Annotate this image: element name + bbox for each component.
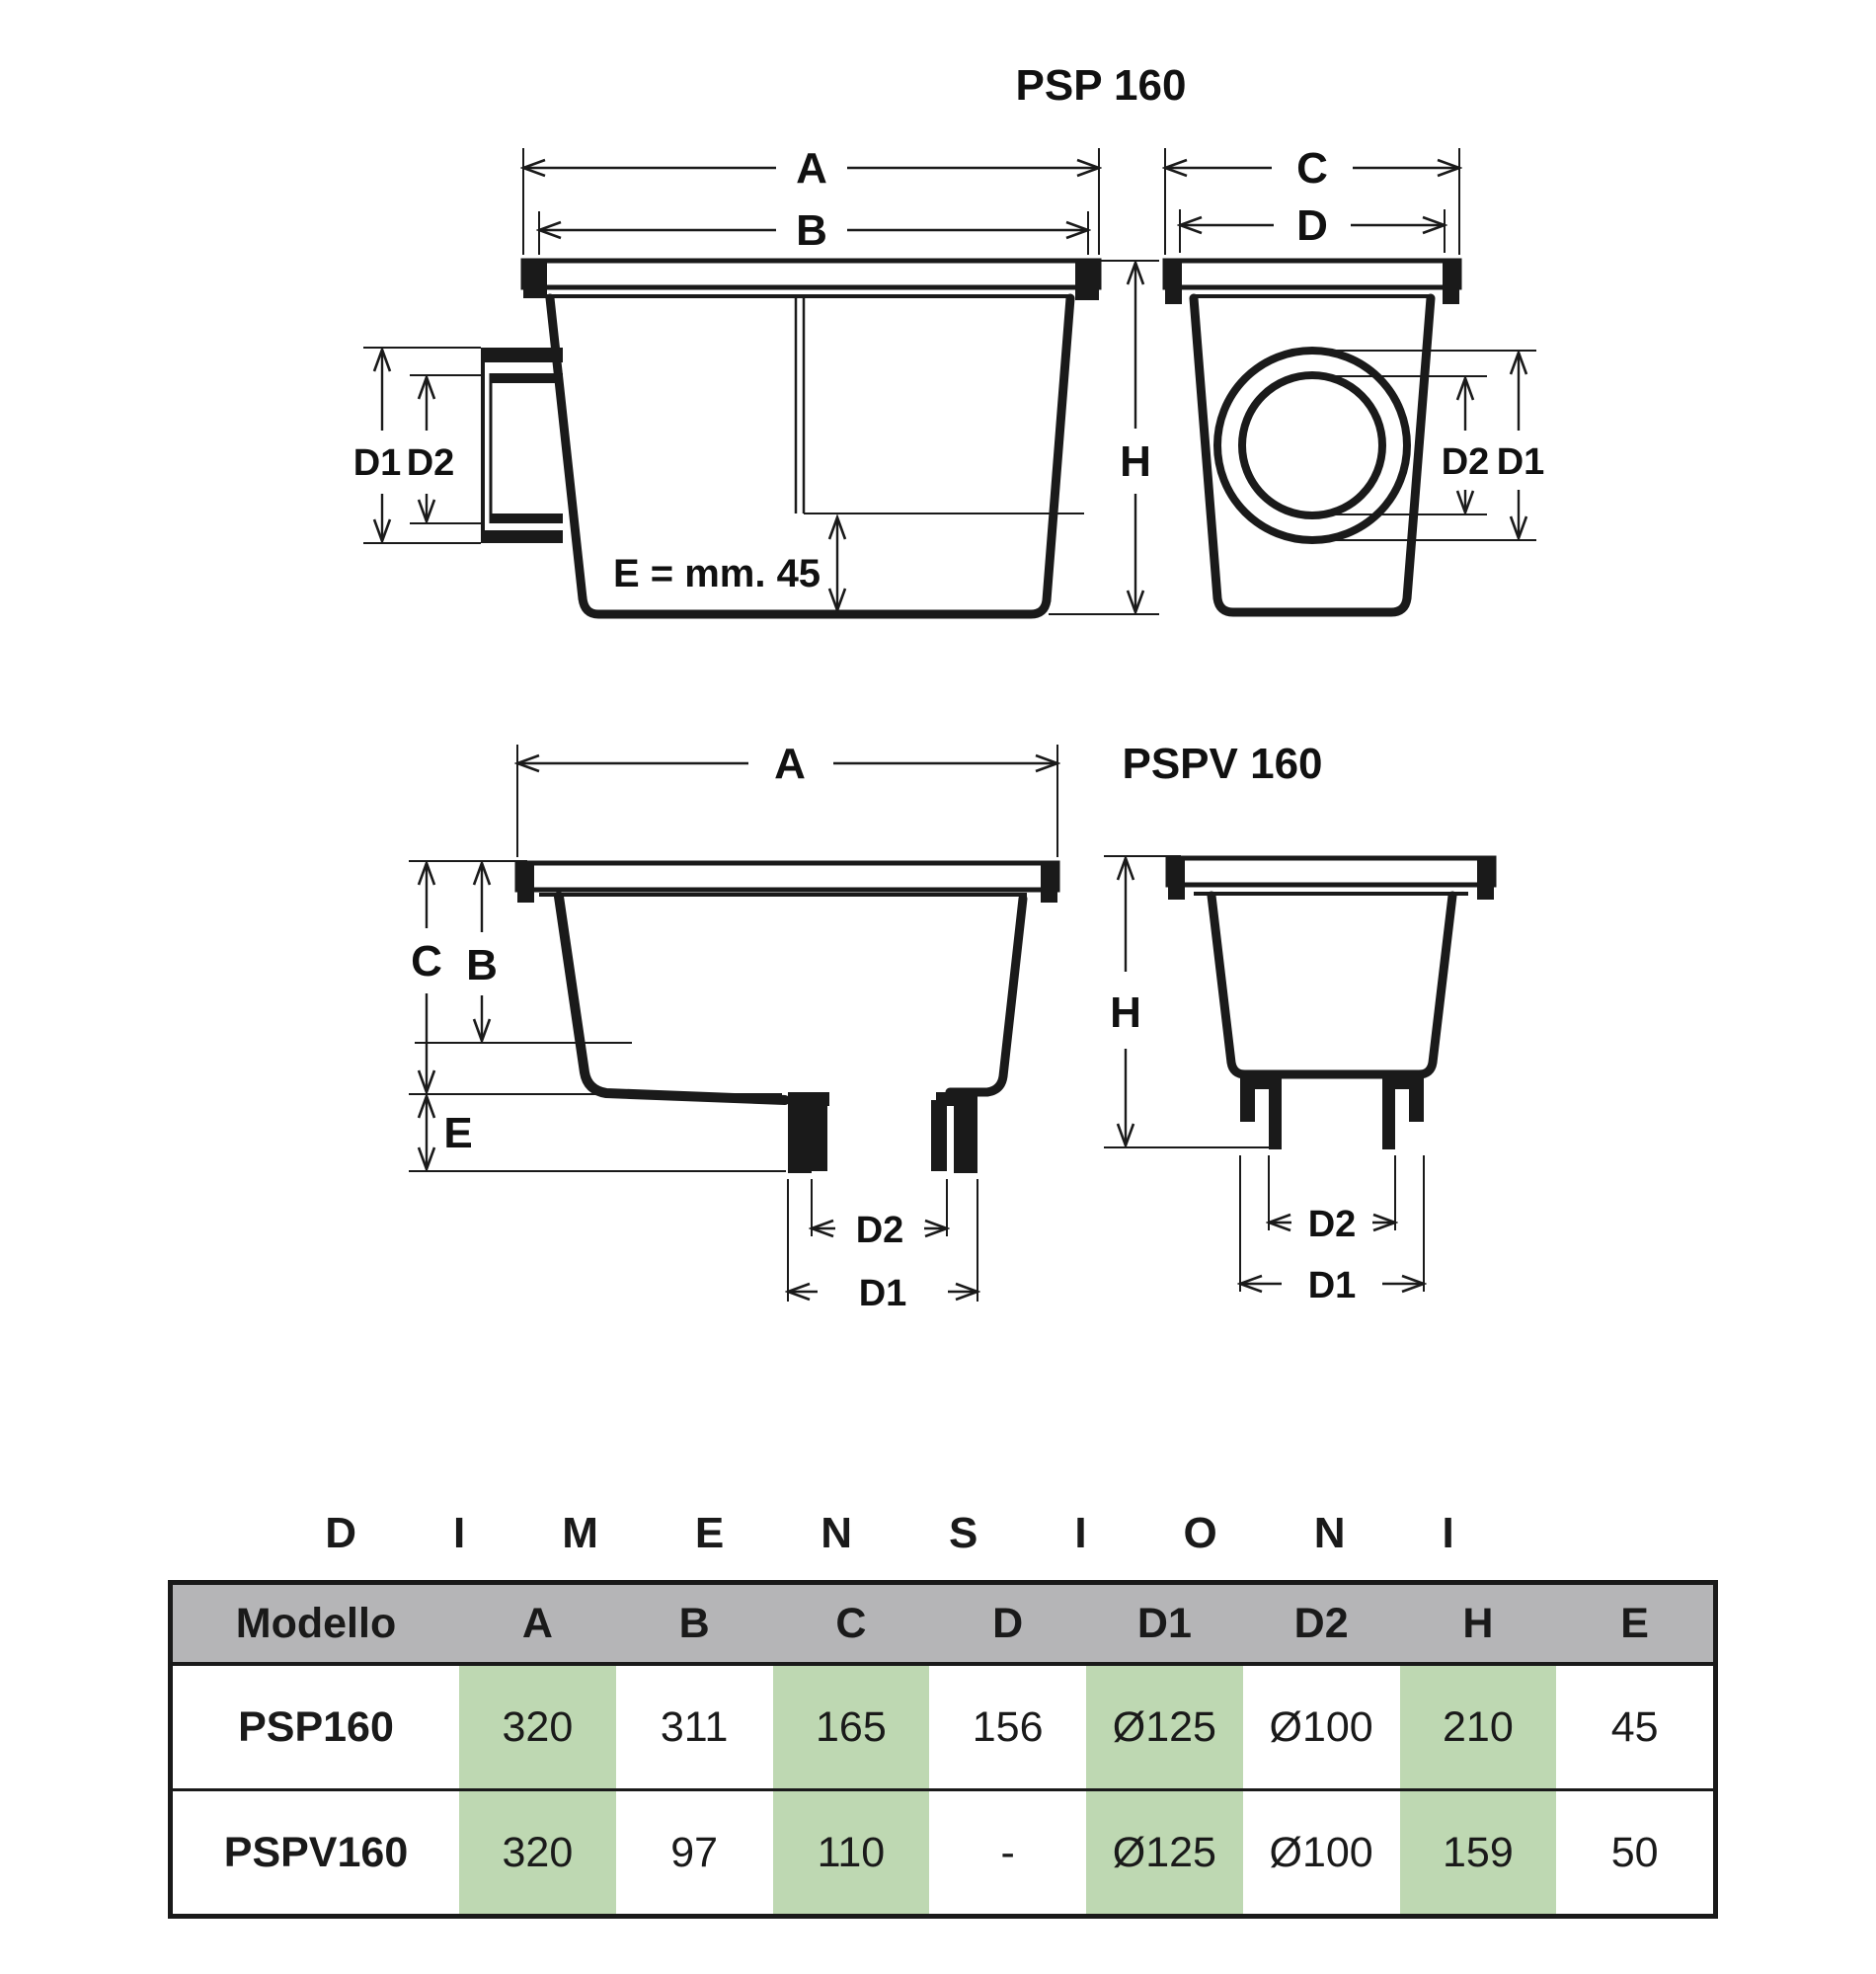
psp160-side-view — [353, 144, 1159, 614]
col-header-a: A — [521, 1599, 553, 1647]
psp160-weir — [796, 298, 1084, 513]
value-d: 156 — [972, 1702, 1044, 1751]
model-name: PSPV160 — [173, 1791, 459, 1914]
pspv160-side-lid — [517, 863, 1057, 890]
table-header-row — [173, 1585, 1713, 1666]
psp160-dim-d2 — [407, 377, 455, 521]
col-header-h: H — [1462, 1599, 1494, 1647]
dim-d2-label: D2 — [406, 442, 455, 484]
pspv160-front-body — [1212, 896, 1452, 1074]
value-d2: Ø100 — [1269, 1828, 1373, 1876]
dim-c-label: C — [411, 937, 442, 986]
psp160-left-wall — [550, 298, 583, 598]
table-title: DIMENSIONI — [325, 1509, 1551, 1557]
value-a: 320 — [459, 1791, 616, 1914]
outlet-circle-inner — [1242, 375, 1382, 515]
col-header-e: E — [1620, 1599, 1649, 1647]
value-e: 50 — [1610, 1828, 1659, 1876]
value-d: - — [1000, 1828, 1015, 1876]
psp160-dim-c — [1165, 144, 1459, 193]
value-a: 320 — [459, 1666, 616, 1788]
pspv160-dim-e — [427, 1096, 473, 1169]
dim-h-label: H — [1110, 988, 1141, 1037]
dim-c-label: C — [1296, 144, 1328, 193]
value-c: 165 — [773, 1666, 930, 1788]
psp160-side-lid — [523, 261, 1099, 287]
model-name: PSP160 — [173, 1666, 459, 1788]
psp160-front-view — [1165, 144, 1544, 612]
value-d2: Ø100 — [1269, 1702, 1373, 1751]
value-d1: Ø125 — [1086, 1791, 1243, 1914]
pspv160-front-dim-d1 — [1240, 1265, 1424, 1306]
pspv160-front-lid — [1168, 858, 1494, 885]
dim-a-label: A — [774, 740, 806, 788]
dim-d1-label: D1 — [1496, 441, 1545, 483]
col-header-c: C — [835, 1599, 867, 1647]
pspv160-dim-b — [466, 863, 498, 1041]
col-header-d: D — [992, 1599, 1024, 1647]
value-h: 210 — [1400, 1666, 1557, 1788]
table-row — [173, 1791, 1713, 1914]
psp160-front-body — [1194, 298, 1431, 612]
table-row — [173, 1666, 1713, 1791]
dim-d1-label: D1 — [352, 442, 402, 484]
dim-b-label: B — [796, 206, 827, 255]
psp160-dim-b — [539, 206, 1088, 255]
col-header-modello: Modello — [235, 1599, 397, 1647]
pspv160-title: PSPV 160 — [1122, 740, 1323, 788]
psp160-dim-a — [523, 144, 1099, 193]
dim-d1-label: D1 — [1307, 1265, 1357, 1306]
psp160-dim-e — [613, 517, 837, 610]
dim-h-label: H — [1120, 437, 1151, 486]
pspv160-dim-c — [411, 863, 442, 1092]
value-d1: Ø125 — [1086, 1666, 1243, 1788]
psp160-right-wall — [1047, 298, 1070, 600]
psp160-front-lid — [1165, 261, 1459, 287]
dim-a-label: A — [796, 144, 827, 193]
col-header-d2: D2 — [1293, 1599, 1349, 1647]
dim-d-label: D — [1296, 201, 1328, 250]
psp160-dim-d1 — [353, 350, 402, 541]
psp160-dim-d — [1180, 201, 1445, 250]
psp160-front-dim-d2 — [1442, 378, 1490, 513]
value-b: 97 — [670, 1828, 719, 1876]
pspv160-front-view — [1104, 856, 1494, 1306]
pspv160-right-wall — [950, 899, 1023, 1092]
pspv160-dim-d2 — [812, 1210, 947, 1251]
dim-d2-label: D2 — [855, 1210, 904, 1251]
psp160-bottom — [583, 598, 1047, 614]
pspv160-front-outlet — [1240, 1076, 1424, 1149]
pspv160-side-outlet — [788, 1092, 977, 1173]
pspv160-dim-a — [517, 740, 1057, 788]
psp160-inlet-socket — [483, 348, 563, 543]
pspv160-front-dim-d2 — [1269, 1204, 1395, 1245]
pspv160-dim-d1 — [788, 1273, 977, 1314]
pspv160-left-wall-slope — [559, 897, 785, 1100]
value-e: 45 — [1610, 1702, 1659, 1751]
weir-note: E = mm. 45 — [612, 552, 821, 595]
dim-b-label: B — [466, 941, 498, 989]
psp160-front-dim-d1 — [1497, 353, 1545, 538]
value-c: 110 — [773, 1791, 930, 1914]
value-b: 311 — [660, 1702, 729, 1751]
col-header-d1: D1 — [1136, 1599, 1192, 1647]
dimensions-table — [168, 1580, 1718, 1919]
pspv160-side-view — [409, 740, 1057, 1314]
col-header-b: B — [678, 1599, 710, 1647]
dim-d1-label: D1 — [858, 1273, 907, 1314]
psp160-title: PSP 160 — [1015, 61, 1187, 110]
value-h: 159 — [1400, 1791, 1557, 1914]
dim-d2-label: D2 — [1307, 1204, 1357, 1245]
dim-d2-label: D2 — [1441, 441, 1490, 483]
dim-e-label: E — [443, 1109, 473, 1157]
